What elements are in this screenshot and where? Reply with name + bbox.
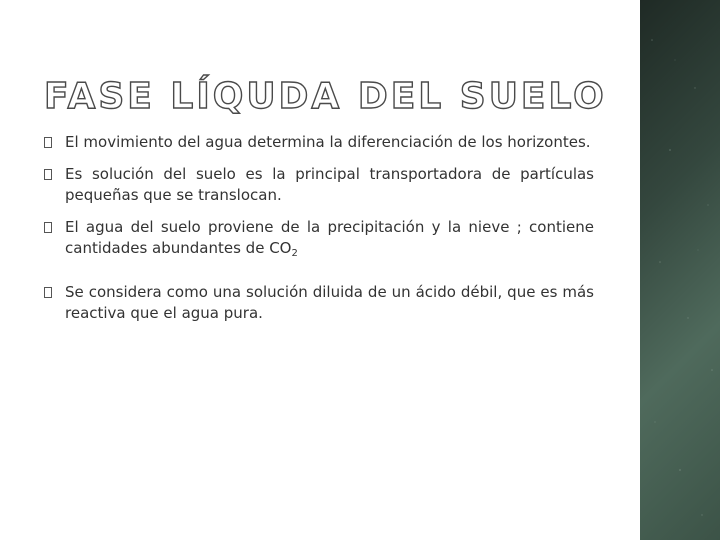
empty-square-icon	[44, 169, 52, 180]
bullet-text-3: El agua del suelo proviene de la precipitación y la nieve ; contiene cantidades abundantes de	[65, 218, 594, 257]
bullet-text-2: Es solución del suelo es la principal transportadora de partículas pequeñas que se translocan.	[65, 165, 594, 204]
bullet-text-1: El movimiento del agua determina la diferenciación de los horizontes.	[65, 133, 591, 151]
bullet-list	[46, 132, 594, 324]
empty-square-icon	[44, 137, 52, 148]
co2-formula	[269, 239, 298, 257]
co2-formula-base: CO	[269, 239, 292, 257]
co2-formula-subscript: 2	[291, 248, 298, 259]
bullet-item-1	[46, 132, 594, 153]
empty-square-icon	[44, 222, 52, 233]
slide-title-text: FASE LÍQUDA DEL SUELO	[44, 76, 607, 117]
slide-title	[44, 72, 634, 116]
bullet-item-3	[46, 217, 594, 264]
bullet-item-4	[46, 282, 594, 324]
side-decoration-panel	[640, 0, 720, 540]
bullet-text-4: Se considera como una solución diluida de un ácido débil, que es más reactiva que el agua pura.	[65, 283, 594, 322]
speckle-texture	[640, 0, 720, 540]
empty-square-icon	[44, 287, 52, 298]
bullet-item-2	[46, 164, 594, 206]
